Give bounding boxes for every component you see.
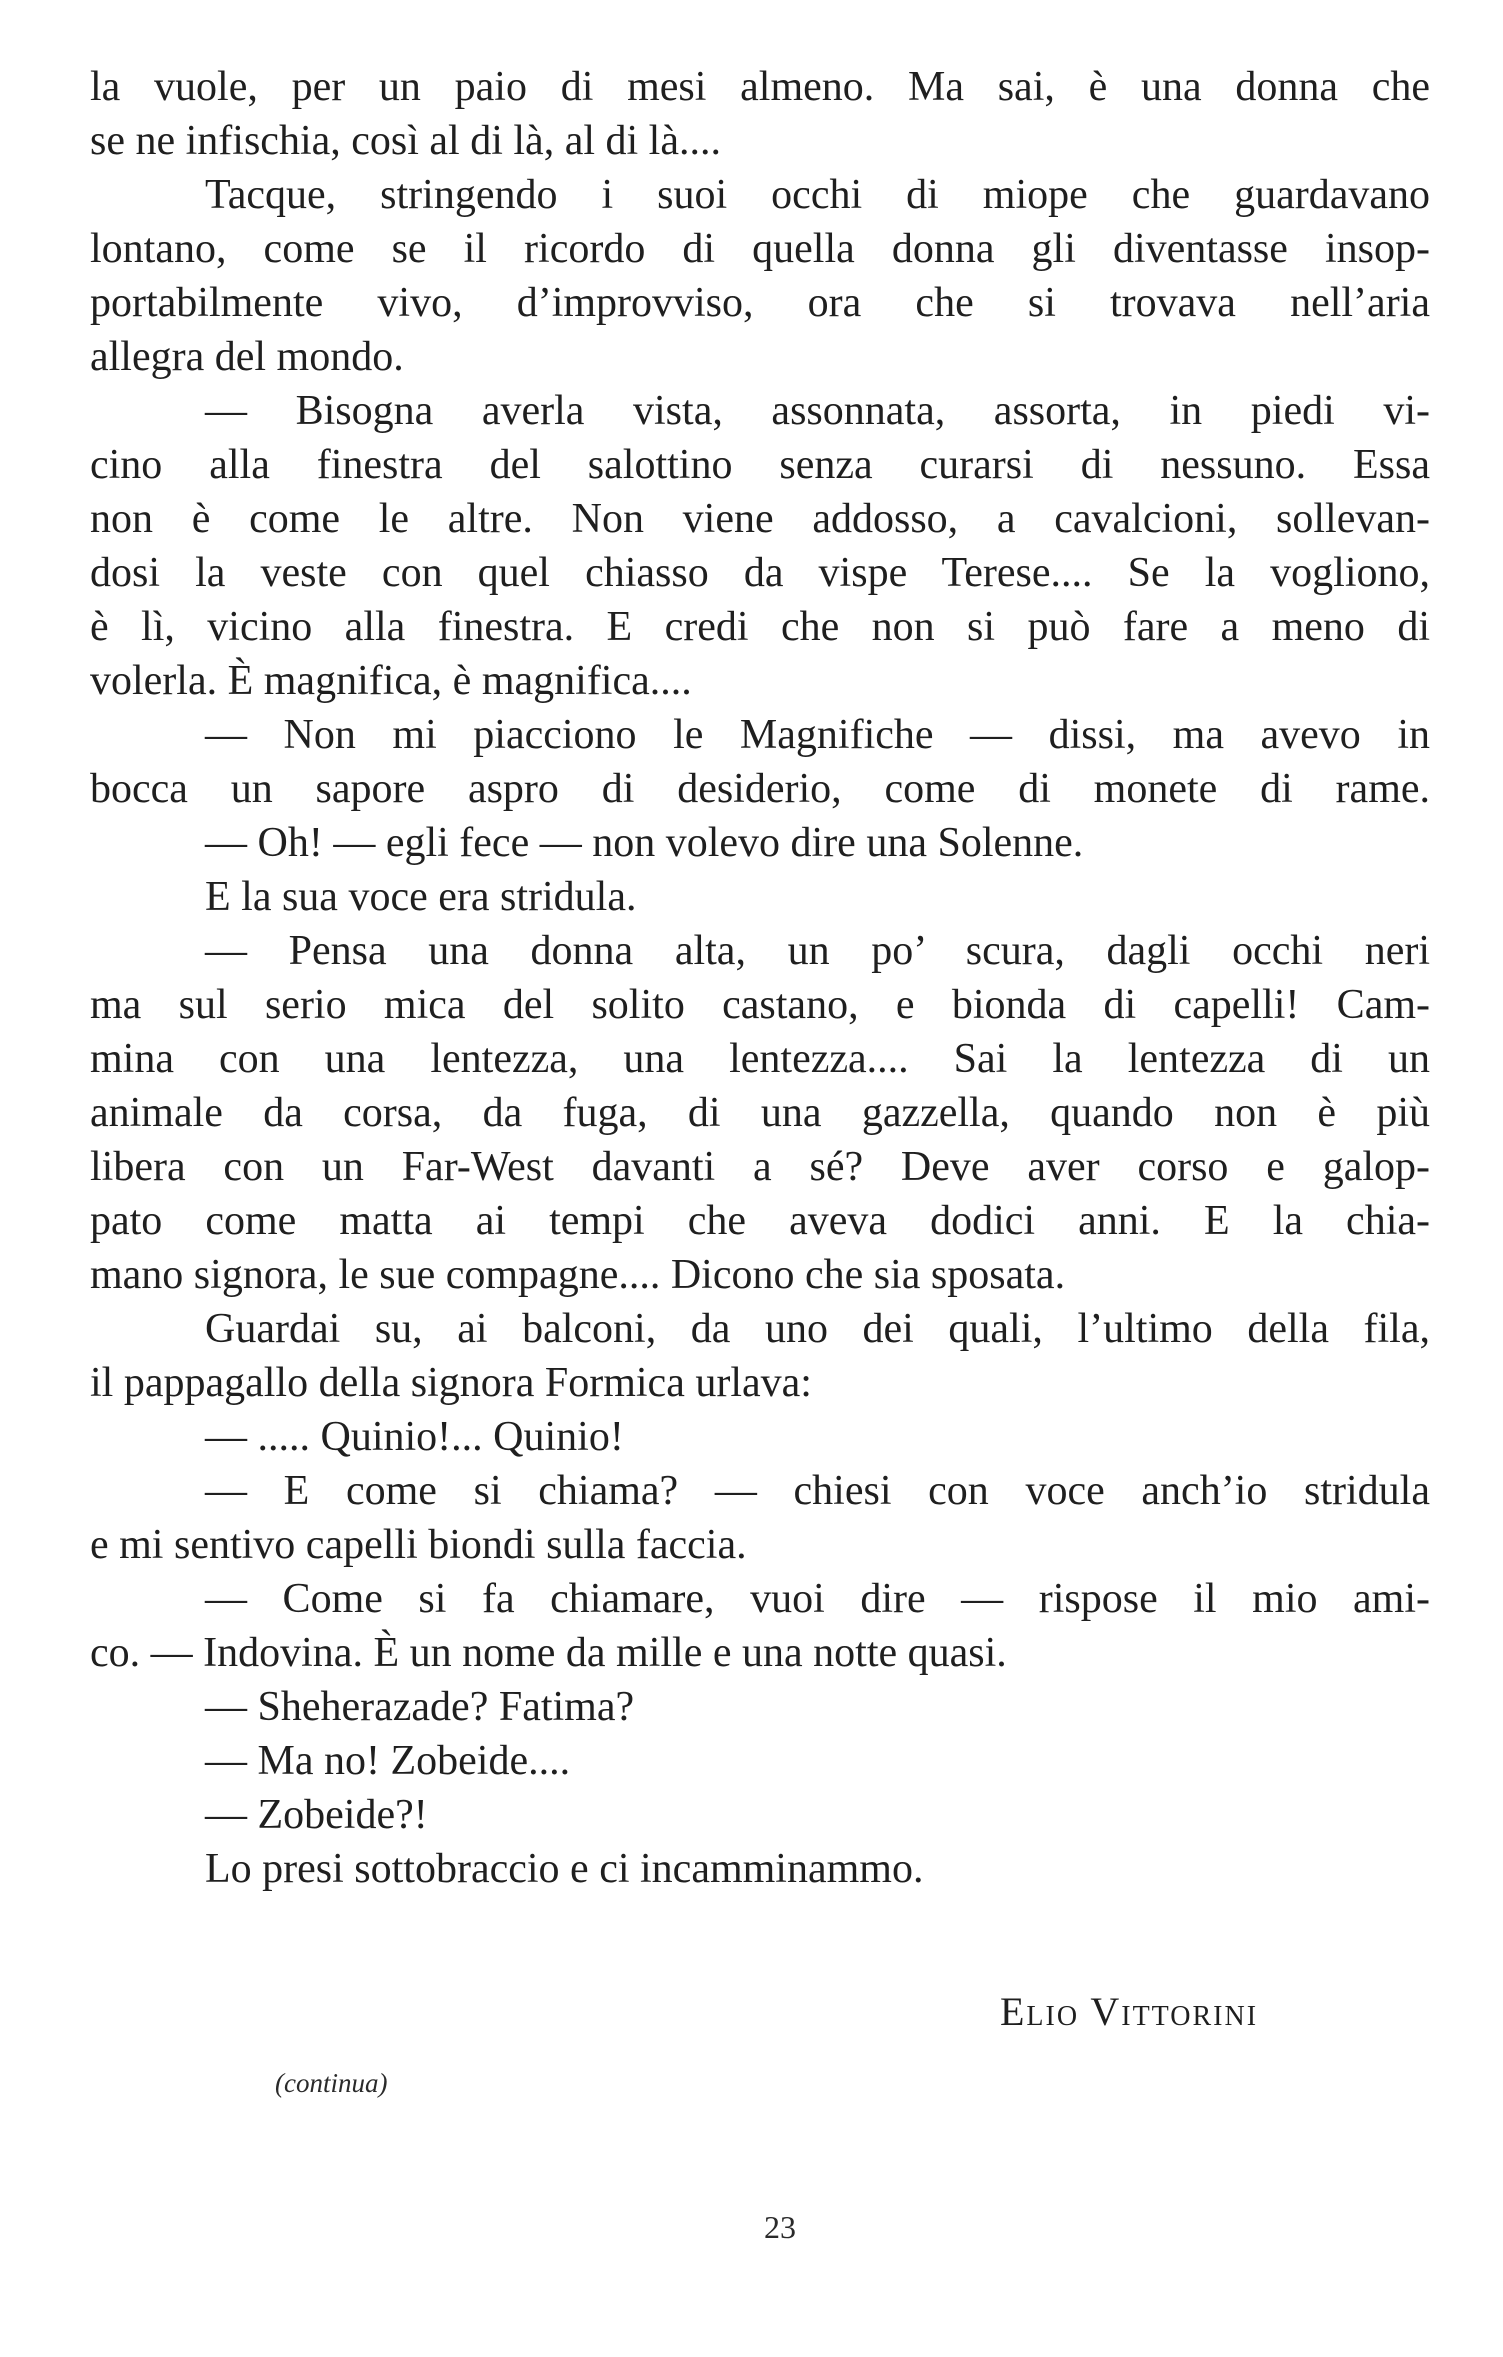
text-line: portabilmente vivo, d’improvviso, ora che si trovava nell’aria [90,280,1430,326]
author-signature: Elio Vittorini [1000,1989,1259,2034]
continuation-note: (continua) [275,2068,388,2098]
text-line: libera con un Far-West davanti a sé? Deve aver corso e galop- [90,1144,1430,1190]
body-text [90,60,1430,1896]
text-line: co. — Indovina. È un nome da mille e una notte quasi. [90,1630,1007,1676]
text-line: — Oh! — egli fece — non volevo dire una Solenne. [205,820,1084,866]
text-line: e mi sentivo capelli biondi sulla faccia. [90,1522,747,1568]
text-line: volerla. È magnifica, è magnifica.... [90,658,692,704]
text-line: se ne infischia, così al di là, al di là.... [90,118,721,164]
text-line: bocca un sapore aspro di desiderio, come di monete di rame. [90,766,1430,812]
text-line: Lo presi sottobraccio e ci incamminammo. [205,1846,924,1892]
text-line: cino alla finestra del salottino senza curarsi di nessuno. Essa [90,442,1430,488]
text-line: Tacque, stringendo i suoi occhi di miope che guardavano [205,172,1430,218]
text-line: — Zobeide?! [205,1792,428,1838]
text-line: — Sheherazade? Fatima? [205,1684,635,1730]
text-line: — Bisogna averla vista, assonnata, assorta, in piedi vi- [205,388,1430,434]
text-line: non è come le altre. Non viene addosso, a cavalcioni, sollevan- [90,496,1430,542]
text-line: — ..... Quinio!... Quinio! [205,1414,624,1460]
text-line: pato come matta ai tempi che aveva dodici anni. E la chia- [90,1198,1430,1244]
text-line: mano signora, le sue compagne.... Dicono che sia sposata. [90,1252,1066,1298]
text-line: la vuole, per un paio di mesi almeno. Ma sai, è una donna che [90,64,1430,110]
text-line: — Pensa una donna alta, un po’ scura, dagli occhi neri [205,928,1430,974]
text-line: mina con una lentezza, una lentezza.... Sai la lentezza di un [90,1036,1430,1082]
text-line: E la sua voce era stridula. [205,874,637,920]
text-line: è lì, vicino alla finestra. E credi che non si può fare a meno di [90,604,1430,650]
text-line: il pappagallo della signora Formica urlava: [90,1360,812,1406]
page-number: 23 [764,2209,796,2245]
text-line: allegra del mondo. [90,334,404,380]
text-line: — E come si chiama? — chiesi con voce anch’io stridula [205,1468,1430,1514]
text-line: Guardai su, ai balconi, da uno dei quali, l’ultimo della fila, [205,1306,1430,1352]
text-line: — Ma no! Zobeide.... [205,1738,571,1784]
text-line: animale da corsa, da fuga, di una gazzella, quando non è più [90,1090,1430,1136]
text-line: dosi la veste con quel chiasso da vispe Terese.... Se la vogliono, [90,550,1430,596]
text-line: — Non mi piacciono le Magnifiche — dissi, ma avevo in [205,712,1430,758]
text-line: — Come si fa chiamare, vuoi dire — rispose il mio ami- [205,1576,1430,1622]
text-line: lontano, come se il ricordo di quella donna gli diventasse insop- [90,226,1430,272]
text-line: ma sul serio mica del solito castano, e bionda di capelli! Cam- [90,982,1430,1028]
